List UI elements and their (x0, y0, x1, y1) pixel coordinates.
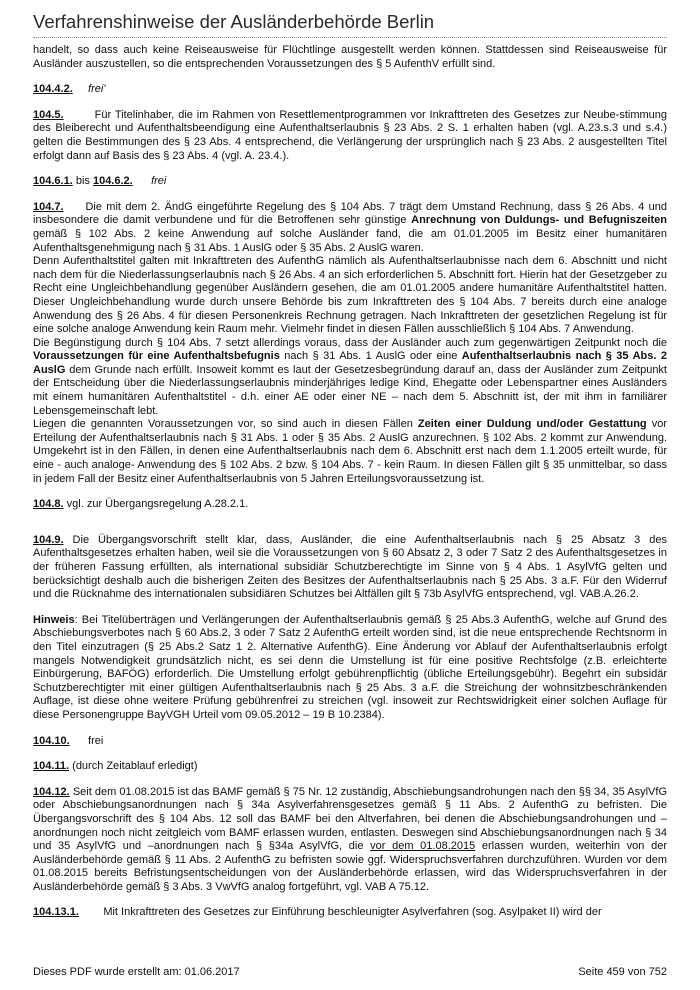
section-range-separator: bis (72, 175, 93, 188)
section-text: Die Übergangsvorschrift stellt klar, dass, Ausländer, die eine Aufenthaltserlaubnis nach § 25 Absatz 3 des Aufenthaltsgesetzes erhalten haben, weil sie die Voraussetzungen von § 60 Absatz 2, 3 oder 7 Satz 2 des Aufenthaltsgesetzes in der früheren Fassung erfüllten, als international subsidiär Schutzberechtigte im Sinne von § 4 Abs. 1 AsylVfG gelten und berücksichtigt deshalb auch die bisherigen Zeiten des Besitzes der Aufenthaltserlaubnis nach § 25 Abs. 3 a.F. Für den Widerruf und die Rücknahme des internationalen subsidiären Schutzes bei Altfällen gilt § 73b AsylVfG entsprechend, vgl. VAB.A.26.2. (33, 533, 667, 601)
note-text: : Bei Titelüberträgen und Verlängerungen der Aufenthaltserlaubnis gemäß § 25 Abs.3 AufenthG, welche auf Grund des Abschiebungsverbotes nach § 60 Abs.2, 3 oder 7 Satz 2 AufenthG erteilt worden sind, ist die neue entsprechende Rechtsnorm in den Titel einzutragen (§ 25 Abs.2 Satz 1 2. Alternative AufenthG). Eine Änderung vor Ablauf der Aufenthaltserlaubnis erfolgt mangels Notwendigkeit grundsätzlich nicht, es sei denn die Umstellung ist für eine positive Rechtsfolge (z.B. erleichterte Einbürgerung, BAFÖG) erforderlich. Die Umstellung erfolgt gebührenpflichtig (übliche Erteilungsgebühr). Begehrt ein subsidär Schutzberechtigter mit einer gültigen Aufenthaltserlaubnis nach § 25 Abs. 3 a.F. die Streichung der wohnsitzbeschränkenden Auflage, ist diese ohne weitere Prüfung gebührenfrei zu streichen (vgl. insoweit zur Rechtswidrigkeit einer solchen Auflage für diese Personengruppe BayVGH Urteil vom 09.05.2012 – 19 B 10.2384). (33, 613, 667, 721)
note-label: Hinweis (33, 613, 75, 626)
section-text: Die mit dem 2. ÄndG eingeführte Regelung des § 104 Abs. 7 trägt dem Umstand Rechnung, dass § 26 Abs. 4 und insbesondere die damit verbundene und für die Betroffenen sehr günstige (33, 200, 667, 227)
section-number: 104.10. (33, 734, 70, 747)
spacer (33, 524, 667, 534)
hinweis-note (33, 614, 667, 723)
section-text: nach § 31 Abs. 1 AuslG oder eine (279, 350, 462, 363)
section-text: dem Grunde nach erfüllt. Insoweit kommt es laut der Gesetzesbegründung darauf an, dass der Ausländer zum Zeitpunkt der Entscheidung über die Niederlassungserlaubnis minderjähriges ledige Kind, Ehegatte oder Lebenspartner eines Ausländers mit einem humanitären Aufenthaltstitel - d.h. einer AE oder einer NE – nach dem 5. Abschnitt ist, der mit ihm in familiärer Lebensgemeinschaft lebt. (33, 363, 667, 417)
page-footer (33, 965, 667, 979)
section-text: frei (88, 734, 104, 747)
section-number: 104.11. (33, 760, 70, 773)
section-number-end: 104.6.2. (92, 175, 133, 188)
section-text: gemäß § 102 Abs. 2 keine Anwendung auf solche Ausländer fand, die am 01.01.2005 im Besitz einer humanitären Aufenthaltsgenehmigung nach § 31 Abs. 1 AuslG oder § 35 Abs. 2 AuslG waren. (33, 227, 667, 254)
page-header (33, 10, 667, 38)
footer-created-date: Dieses PDF wurde erstellt am: 01.06.2017 (33, 966, 240, 978)
section-text: (durch Zeitablauf erledigt) (69, 760, 198, 773)
section-104-7 (33, 201, 667, 486)
section-text: erlassen wurden, weiterhin von der Ausländerbehörde gemäß § 11 Abs. 2 AufenthG zu befristen sowie ggf. Widerspruchsverfahren durchzuführen. Wurden vor dem 01.08.2015 bereits Befristungsentscheidungen von der Ausländerbehörde erlassen, wird das Widerspruchsverfahren in der Ausländerbehörde gemäß § 3 Abs. 3 VwVfG analog fortgeführt, vgl. VAB A 75.12. (33, 840, 667, 893)
section-number: 104.13.1. (33, 906, 79, 919)
header-title: Verfahrenshinweise der Ausländerbehörde Berlin (33, 11, 435, 32)
section-text: vor Erteilung der Aufenthaltserlaubnis nach § 31 Abs. 1 oder § 35 Abs. 2 AuslG anzurechnen. § 102 Abs. 2 kommt zur Anwendung. Umgekehrt ist in den Fällen, in denen eine Aufenthaltserlaubnis nach dem 6. Abschnitt erst nach dem 1.1.2005 erteilt wurde, für eine - auch analoge- Anwendung des § 102 Abs. 2 bzw. § 104 Abs. 7 - kein Raum. In diesen Fällen gilt § 35 unmittelbar, so dass in jedem Fall der Besitz einer Aufenthaltserlaubnis von 5 Jahren Erteilungsvoraussetzung ist. (33, 418, 668, 485)
emphasis-text: Voraussetzungen für eine Aufenthaltsbefugnis (33, 350, 280, 363)
section-number: 104.4.2. (33, 83, 73, 96)
underlined-date: vor dem 01.08.2015 (370, 840, 476, 853)
section-104-13-1 (33, 906, 667, 920)
section-text: vgl. zur Übergangsregelung A.28.2.1. (63, 498, 249, 511)
section-104-11 (33, 760, 667, 774)
section-text: Denn Aufenthaltstitel galten mit Inkrafttreten des AufenthG nämlich als Aufenthaltserlaubnisse nach dem 6. Abschnitt und nicht nach dem für die Niederlassungserlaubnis nach § 26 Abs. 4 an sich erforderlichen 5. Abschnitt fort. Hierin hat der Gesetzgeber zu Recht eine Ungleichbehandlung gegenüber Ausländern gesehen, die am 01.01.2005 andere humanitäre Aufenthaltstitel hatten. Dieser Ungleichbehandlung wurde durch unsere Behörde bis zum Inkrafttreten des § 104 Abs. 7 bereits durch eine analoge Anwendung des § 26 Abs. 4 für diesen Personenkreis Rechnung getragen. Nach Inkrafttreten der gesetzlichen Regelung ist für eine solche analoge Anwendung kein Raum mehr. Vielmehr findet in diesen Fällen ausschließlich § 104 Abs. 7 Anwendung. (33, 255, 667, 336)
section-104-12 (33, 786, 667, 895)
section-text: frei (151, 175, 167, 188)
section-number: 104.8. (33, 498, 64, 511)
section-104-5 (33, 109, 667, 163)
section-104-9 (33, 534, 667, 602)
document-body (33, 44, 667, 920)
footer-page-number: Seite 459 von 752 (578, 966, 667, 978)
section-text: Für Titelinhaber, die im Rahmen von Resettlementprogrammen vor Inkrafttreten des Gesetzes zur Neube-stimmung des Bleiberecht und Aufenthaltsbeendigung eine Aufenthaltserlaubnis § 23 Abs. 2 S. 1 erhalten haben (vgl. A.23.s.3 und s.4.) gelten die Bestimmungen des § 23 Abs. 4 entsprechend, die Verlängerung der ursprünglich nach § 23 Abs. 2 ausgestellten Titel erfolgt dann auf Basis des § 23 Abs. 4 (vgl. A. 23.4.). (33, 108, 667, 162)
section-104-8 (33, 498, 667, 512)
section-104-4-2 (33, 83, 667, 97)
section-104-6 (33, 175, 667, 189)
section-text: frei' (88, 83, 106, 96)
section-text: Liegen die genannten Voraussetzungen vor, so sind auch in diesen Fällen (33, 418, 418, 431)
emphasis-text: Anrechnung von Duldungs- und Befugniszeiten (411, 214, 667, 227)
section-number: 104.12. (33, 785, 70, 798)
section-number: 104.9. (33, 533, 64, 546)
section-104-10 (33, 735, 667, 749)
emphasis-text: Aufenthaltserlaubnis nach § 35 Abs. 2 AuslG (33, 350, 667, 376)
paragraph-continuation: handelt, so dass auch keine Reiseausweise für Flüchtlinge ausgestellt werden können. Stattdessen sind Reiseausweise für Ausländer auszustellen, so die entsprechenden Voraussetzungen des § 5 AufenthV erfüllt sind. (33, 44, 667, 70)
section-text: Mit Inkrafttreten des Gesetzes zur Einführung beschleunigter Asylverfahren (sog. Asylpaket II) wird der (103, 906, 602, 919)
section-number: 104.7. (33, 200, 64, 213)
section-number-start: 104.6.1. (33, 175, 73, 188)
section-text: Seit dem 01.08.2015 ist das BAMF gemäß § 75 Nr. 12 zuständig, Abschiebungsandrohungen nach den §§ 34, 35 AsylVfG oder Abschiebungsanordnungen nach § 34a Asylverfahrensgesetzes gemäß § 11 Abs. 2 AufenthG zu befristen. Die Übergangsvorschrift des § 104 Abs. 12 soll das BAMF bei den Altverfahren, bei denen die Abschiebungsandrohungen und –anordnungen noch nicht zeitgleich vom BAMF erlassen wurden, entlasten. Deswegen sind Abschiebungsanordnungen nach § 34 und 35 AsylVfG und –anordnungen nach § §34a AsylVfG, die (33, 785, 667, 853)
section-text: Die Begünstigung durch § 104 Abs. 7 setzt allerdings voraus, dass der Ausländer auch zum gegenwärtigen Zeitpunkt noch die (33, 336, 667, 349)
emphasis-text: Zeiten einer Duldung und/oder Gestattung (417, 418, 647, 431)
section-number: 104.5. (33, 108, 64, 121)
